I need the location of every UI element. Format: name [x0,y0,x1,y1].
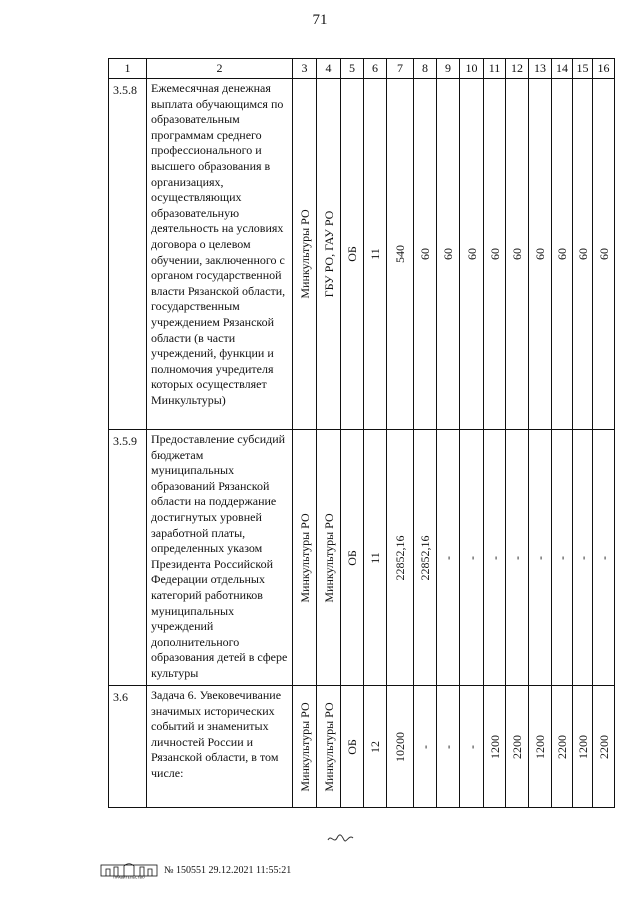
table-row [109,79,615,430]
header-cell: 8 [414,59,437,79]
header-cell: 3 [293,59,317,79]
value-cell [293,686,317,808]
value-cell [593,430,615,686]
value-cell [529,79,552,430]
value-cell [387,686,414,808]
cell-value: - [487,555,502,560]
value-cell [293,430,317,686]
value-cell [484,430,506,686]
row-number: 3.5.9 [109,430,147,686]
cell-value: 60 [596,248,611,260]
value-cell [506,686,529,808]
value-cell [552,430,573,686]
cell-value: 2200 [555,734,569,759]
header-cell: 4 [317,59,341,79]
header-cell: 15 [573,59,593,79]
header-cell: 14 [552,59,573,79]
value-cell [387,430,414,686]
value-cell [460,686,484,808]
cell-value: 60 [575,248,590,260]
header-cell: 12 [506,59,529,79]
cell-value: - [596,555,611,560]
cell-value: - [575,555,590,560]
value-cell [414,430,437,686]
registration-stamp: № 150551 29.12.2021 11:55:21 [164,865,292,876]
cell-value: - [555,555,569,560]
cell-value: 60 [510,248,524,260]
value-cell [341,79,364,430]
cell-value: 60 [418,248,432,260]
value-cell [573,686,593,808]
cell-value: 2200 [510,734,524,759]
value-cell [460,79,484,430]
header-cell: 16 [593,59,615,79]
cell-value: 1200 [533,734,547,759]
cell-value: 11 [368,248,382,260]
row-description: Ежемесячная денежная выплата обучающимся по образовательным программам среднего профессионального и высшего образования в организациях, осуществляющих образовательную деятельность на условиях договора о целевом обучении, заключенного с органом государственной власти Рязанской области, государственным учреждением Рязанской области (в части учреждений, функции и полномочия учредителя которых осуществляет Минкультуры) [147,79,293,430]
header-cell: 9 [437,59,460,79]
cell-value: 1200 [487,734,502,759]
cell-value: - [441,744,455,749]
cell-value: Минкультуры РО [321,512,336,603]
value-cell [414,686,437,808]
cell-value: ОБ [345,246,359,262]
cell-value: - [464,744,479,749]
cell-value: 1200 [575,734,590,759]
footer [100,862,291,879]
header-cell: 2 [147,59,293,79]
cell-value: 60 [555,248,569,260]
cell-value: Минкультуры РО [321,701,336,792]
government-emblem-icon [100,862,158,879]
cell-value: ГБУ РО, ГАУ РО [321,210,336,298]
value-cell [506,79,529,430]
value-cell [552,686,573,808]
cell-value: ОБ [345,738,359,755]
cell-value: 60 [487,248,502,260]
header-row [109,59,615,79]
value-cell [437,79,460,430]
value-cell [484,686,506,808]
cell-value: Минкультуры РО [297,512,312,603]
value-cell [414,79,437,430]
row-number: 3.5.8 [109,79,147,430]
value-cell [293,79,317,430]
header-cell: 10 [460,59,484,79]
value-cell [437,686,460,808]
value-cell [484,79,506,430]
header-cell: 1 [109,59,147,79]
value-cell [552,79,573,430]
header-cell: 11 [484,59,506,79]
cell-value: 2200 [596,734,611,759]
header-cell: 5 [341,59,364,79]
value-cell [364,430,387,686]
row-number: 3.6 [109,686,147,808]
header-cell: 7 [387,59,414,79]
value-cell [460,430,484,686]
cell-value: Минкультуры РО [297,701,312,792]
cell-value: - [441,555,455,560]
cell-value: - [464,555,479,560]
value-cell [341,686,364,808]
header-cell: 13 [529,59,552,79]
value-cell [593,79,615,430]
table-row [109,686,615,808]
emblem-label: ПРАВИТЕЛЬСТВО [113,875,145,879]
signature [326,830,356,846]
cell-value: 540 [393,245,407,263]
value-cell [317,79,341,430]
cell-value: 10200 [393,731,407,762]
cell-value: 22852,16 [393,535,407,580]
cell-value: - [418,744,432,749]
value-cell [593,686,615,808]
value-cell [573,79,593,430]
value-cell [317,430,341,686]
cell-value: - [510,555,524,560]
value-cell [573,430,593,686]
table-row [109,430,615,686]
value-cell [317,686,341,808]
row-description: Задача 6. Увековечивание значимых исторических событий и знаменитых личностей России и Рязанской области, в том числе: [147,686,293,808]
cell-value: - [533,555,547,560]
page-number: 71 [312,12,328,28]
value-cell [529,686,552,808]
data-table [108,58,615,808]
cell-value: ОБ [345,549,359,566]
cell-value: 11 [368,551,382,564]
value-cell [437,430,460,686]
value-cell [387,79,414,430]
value-cell [506,430,529,686]
value-cell [529,430,552,686]
row-description: Предоставление субсидий бюджетам муниципальных образований Рязанской области на поддержание достигнутых уровней заработной платы, определенных указом Президента Российской Федерации отдельных категорий работников муниципальных учреждений дополнительного образования детей в сфере культуры [147,430,293,686]
cell-value: 60 [441,248,455,260]
value-cell [341,430,364,686]
cell-value: 12 [368,740,382,753]
cell-value: 60 [533,248,547,260]
header-cell: 6 [364,59,387,79]
cell-value: Минкультуры РО [297,209,312,299]
cell-value: 22852,16 [418,535,432,580]
cell-value: 60 [464,248,479,260]
value-cell [364,79,387,430]
value-cell [364,686,387,808]
